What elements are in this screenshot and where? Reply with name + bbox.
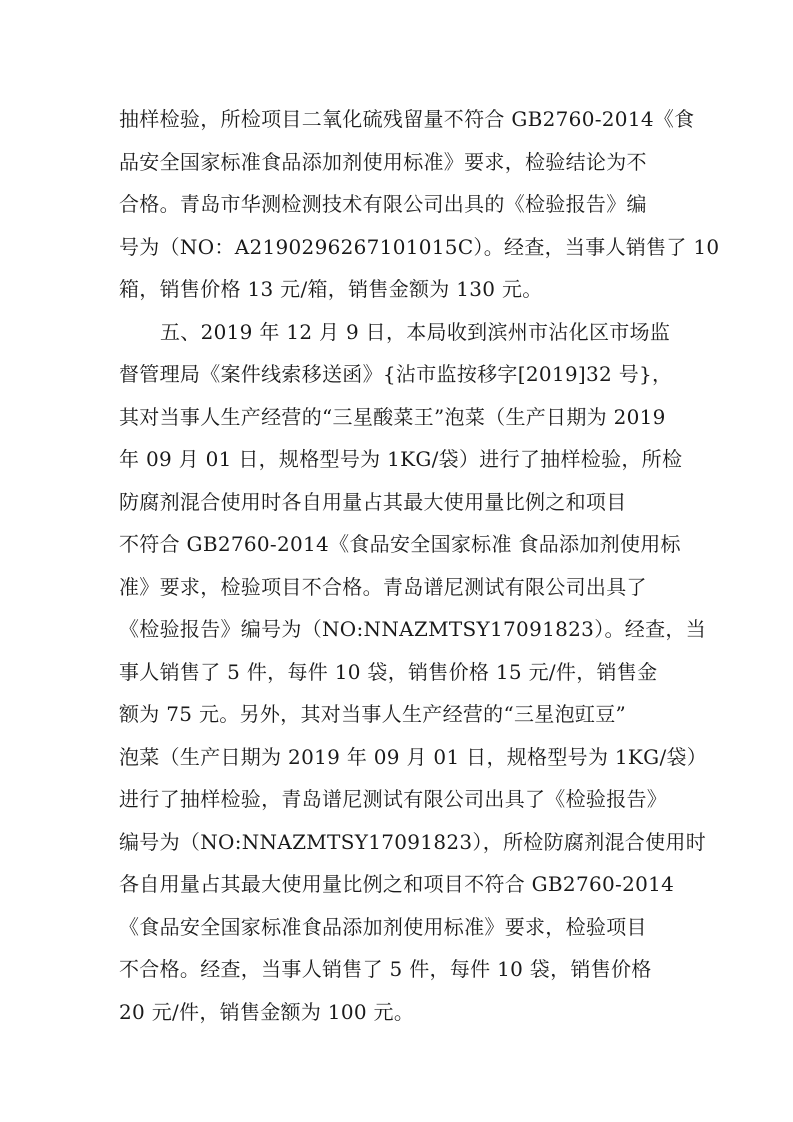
- text-line: 事人销售了 5 件，每件 10 袋，销售价格 15 元/件，销售金: [119, 659, 658, 684]
- text-line: 准》要求，检验项目不合格。青岛谱尼测试有限公司出具了: [119, 574, 647, 599]
- text-line: 防腐剂混合使用时各自用量占其最大使用量比例之和项目: [119, 489, 627, 514]
- document-body: [119, 98, 720, 1033]
- text-line: 合格。青岛市华测检测技术有限公司出具的《检验报告》编: [119, 192, 647, 216]
- text-line: 《检验报告》编号为（NO:NNAZMTSY17091823）。经查，当: [119, 617, 706, 641]
- text-line: 泡菜（生产日期为 2019 年 09 月 01 日，规格型号为 1KG/袋）: [119, 744, 708, 769]
- text-line: 不符合 GB2760-2014《食品安全国家标准 食品添加剂使用标: [119, 532, 681, 556]
- text-line: 号为（NO：A2190296267101015C）。经查，当事人销售了 10: [119, 234, 720, 259]
- text-line: 《食品安全国家标准食品添加剂使用标准》要求，检验项目: [119, 914, 647, 939]
- text-line: 督管理局《案件线索移送函》{沾市监按移字[2019]32 号}，: [119, 362, 673, 386]
- text-line: 品安全国家标准食品添加剂使用标准》要求，检验结论为不: [119, 149, 647, 174]
- text-line-paragraph-start: 五、2019 年 12 月 9 日，本局收到滨州市沾化区市场监: [160, 319, 671, 344]
- text-line: 年 09 月 01 日，规格型号为 1KG/袋）进行了抽样检验，所检: [119, 447, 683, 471]
- text-line: 编号为（NO:NNAZMTSY17091823），所检防腐剂混合使用时: [119, 829, 706, 854]
- text-line: 抽样检验，所检项目二氧化硫残留量不符合 GB2760-2014《食: [119, 107, 695, 131]
- text-line: 进行了抽样检验，青岛谱尼测试有限公司出具了《检验报告》: [119, 787, 668, 811]
- text-line: 各自用量占其最大使用量比例之和项目不符合 GB2760-2014: [119, 872, 675, 896]
- text-line: 额为 75 元。另外，其对当事人生产经营的“三星泡豇豆”: [119, 702, 627, 726]
- text-line: 20 元/件，销售金额为 100 元。: [119, 999, 415, 1024]
- text-line: 不合格。经查，当事人销售了 5 件，每件 10 袋，销售价格: [119, 957, 652, 981]
- text-line: 箱，销售价格 13 元/箱，销售金额为 130 元。: [119, 277, 543, 301]
- text-line: 其对当事人生产经营的“三星酸菜王”泡菜（生产日期为 2019: [119, 404, 666, 429]
